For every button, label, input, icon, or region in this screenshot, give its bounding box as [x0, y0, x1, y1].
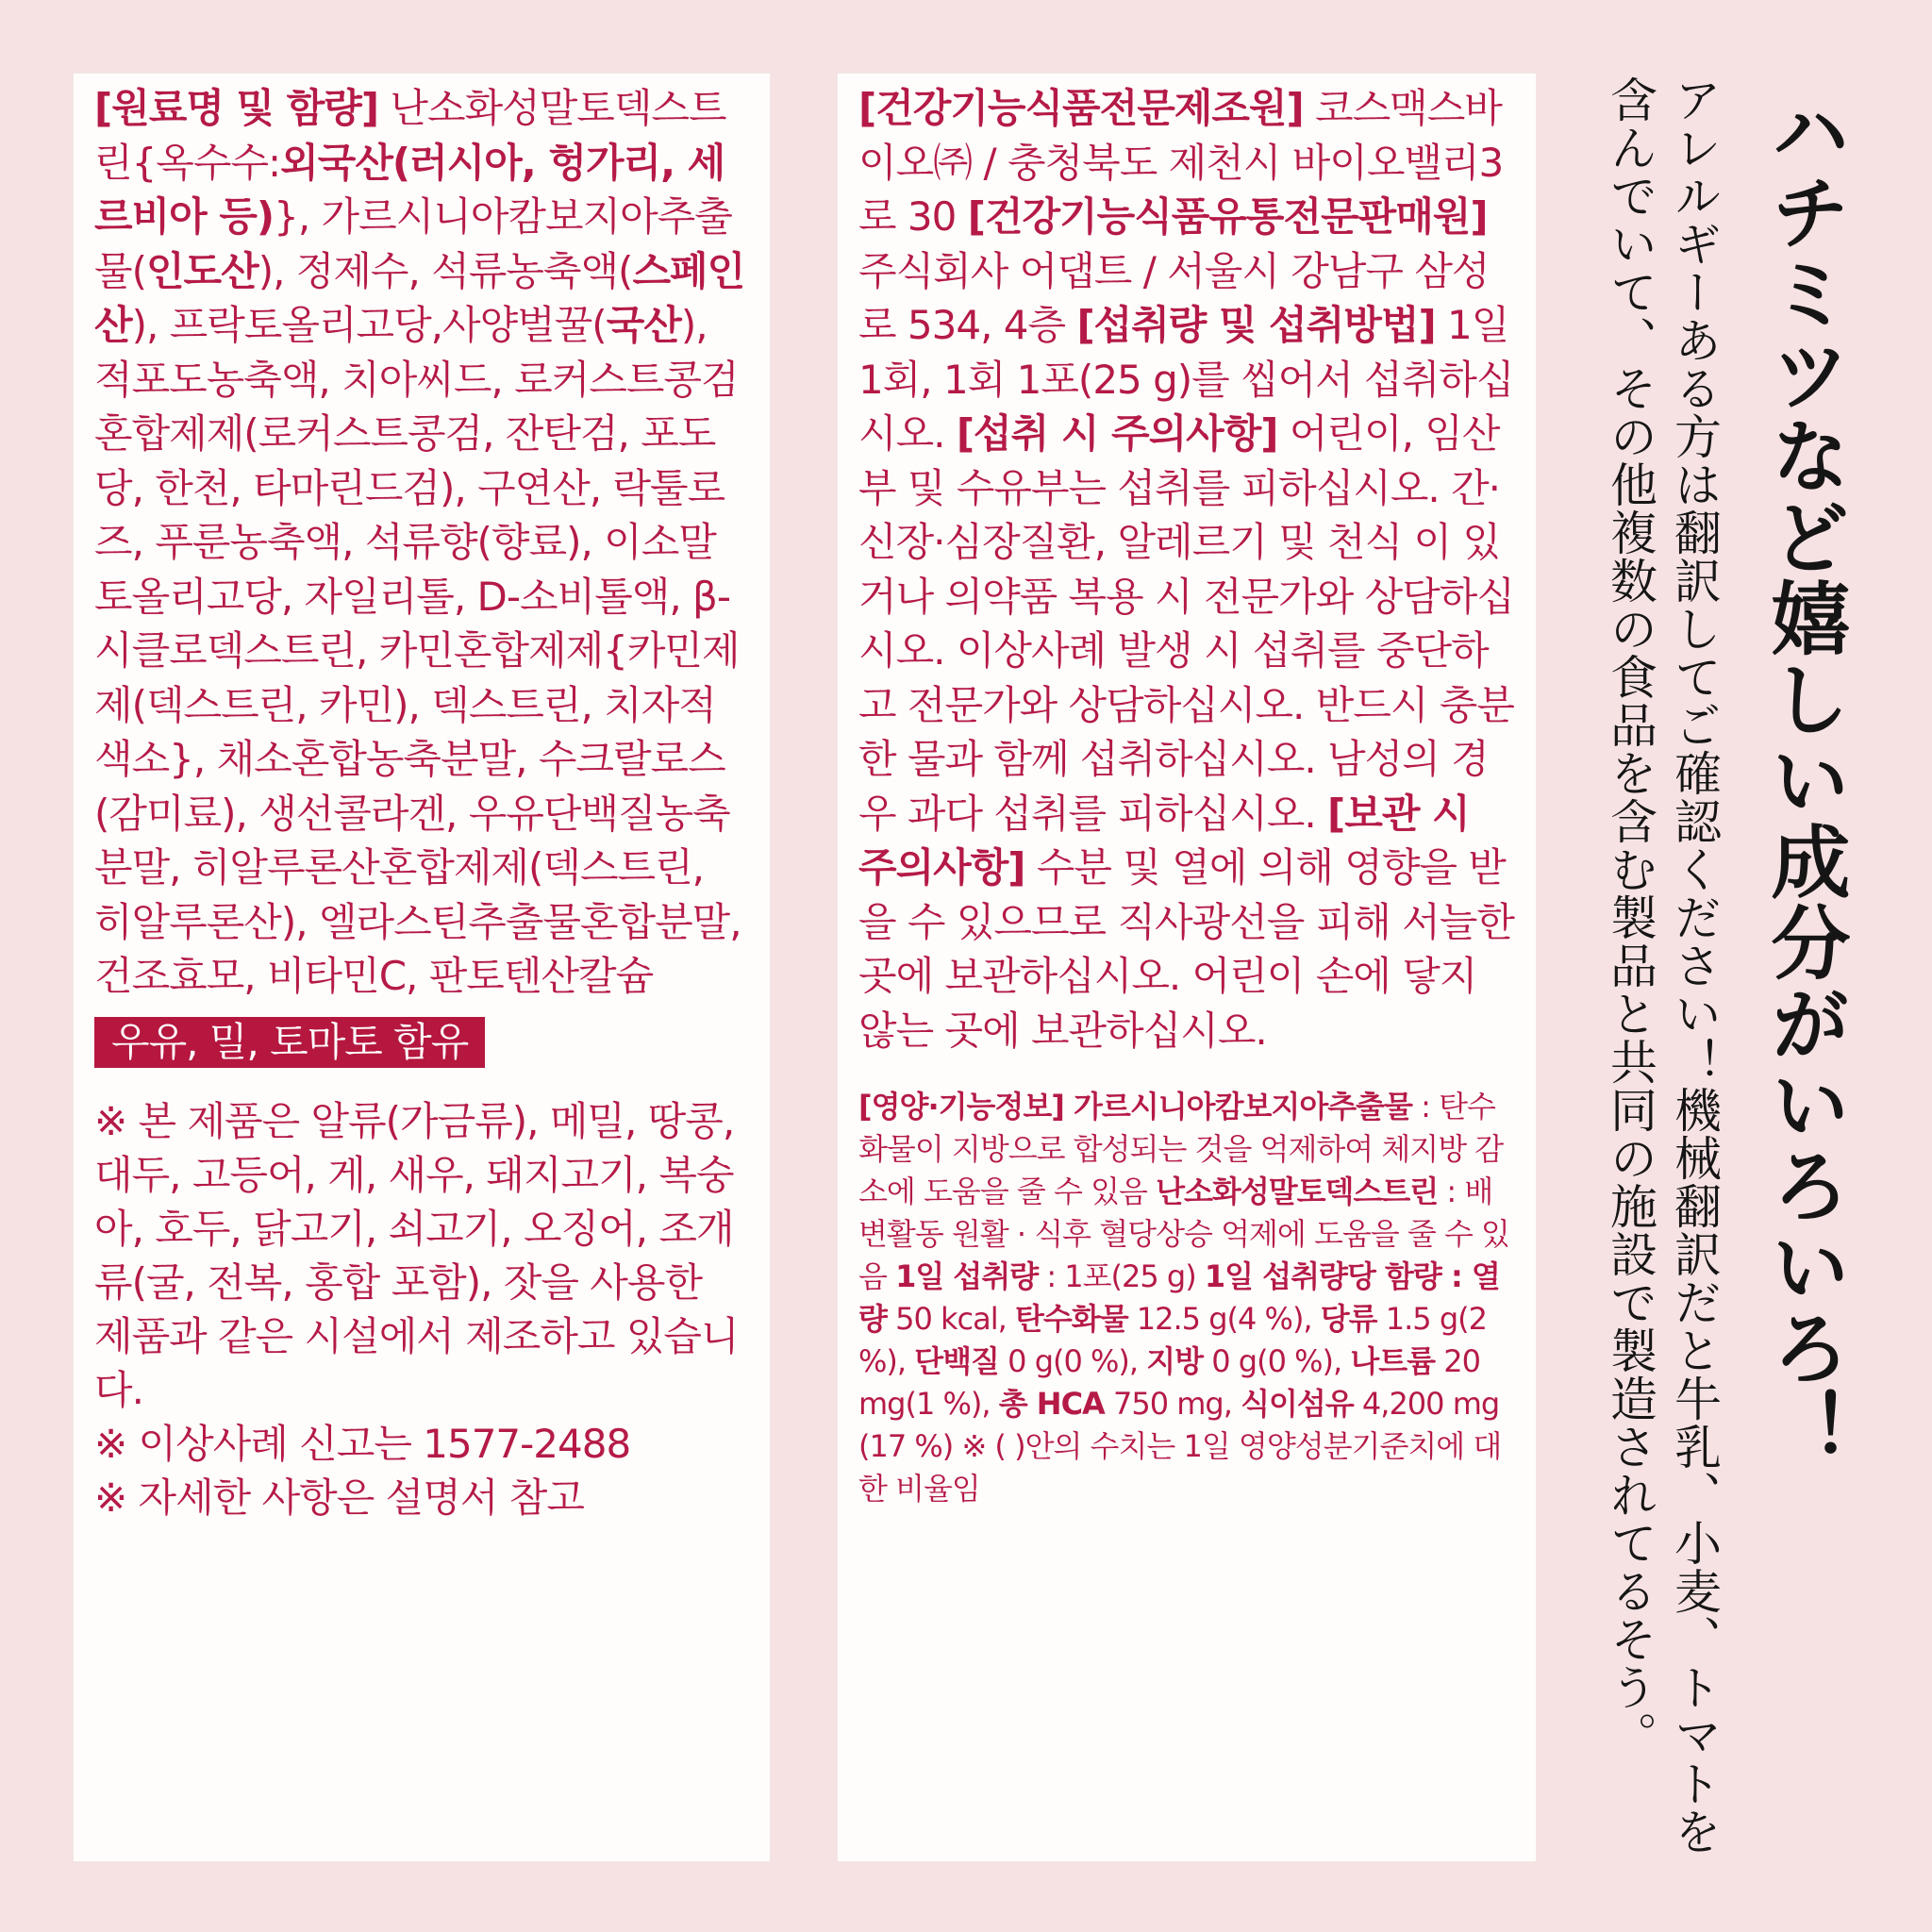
text-segment: : 배변활동 원활 · 식후 혈당상승 억제에 도움을 줄 수 있음	[858, 1174, 1509, 1294]
text-segment: 50 kcal,	[886, 1301, 1015, 1337]
text-segment: ), 정제수, 석류농축액(	[258, 247, 633, 294]
bold-segment: [보관 시 주의사항]	[858, 790, 1470, 891]
text-segment: 주식회사 어댑트 / 서울시 강남구 삼성로 534, 4층	[858, 247, 1490, 348]
bold-segment: 총 HCA	[998, 1386, 1105, 1422]
usage-precautions-text	[858, 81, 1517, 1058]
bold-segment: 당류	[1320, 1301, 1377, 1337]
bold-segment: 난소화성말토덱스트린	[1156, 1174, 1439, 1209]
text-segment: 12.5 g(4 %),	[1127, 1301, 1321, 1337]
text-segment: 0 g(0 %),	[998, 1343, 1147, 1379]
text-segment: 750 mg,	[1104, 1386, 1241, 1422]
bold-segment: [섭취량 및 섭취방법]	[1076, 302, 1436, 348]
note-report-number: ※ 이상사례 신고는 1577-2488	[94, 1420, 631, 1467]
bold-segment: [섭취 시 주의사항]	[956, 410, 1278, 457]
japanese-headline: ハチミツなど嬉しい成分がいろいろ！	[1758, 91, 1851, 1470]
nutrition-info-text	[858, 1086, 1517, 1510]
manufacturer-usage-panel	[838, 74, 1536, 1861]
text-segment: 20 mg(1 %),	[858, 1343, 1480, 1422]
bold-segment: 식이섬유	[1241, 1386, 1354, 1422]
allergy-warning-bar: 우유, 밀, 토마토 함유	[94, 1017, 485, 1068]
bold-segment: [건강기능식품전문제조원]	[858, 85, 1304, 131]
text-segment: : 1포(25 g)	[1038, 1258, 1205, 1294]
bold-segment: 외국산(러시아, 헝가리, 세르비아 등)	[94, 139, 725, 240]
bold-segment: [건강기능식품유통전문판매원]	[967, 193, 1488, 240]
bold-segment: 1일 섭취량	[895, 1258, 1039, 1294]
ingredients-text	[94, 81, 749, 1004]
bold-segment: 탄수화물	[1014, 1301, 1128, 1337]
ingredients-label-panel	[74, 74, 770, 1861]
text-segment: 수분 및 열에 의해 영향을 받을 수 있으므로 직사광선을 피해 서늘한 곳에 보관하십시오. 어린이 손에 닿지 않는 곳에 보관하십시오.	[858, 844, 1514, 1054]
bold-segment: 단백질	[914, 1343, 999, 1379]
text-segment: 어린이, 임산부 및 수유부는 섭취를 피하십시오. 간·신장·심장질환, 알레르기 및 천식 이 있거나 의약품 복용 시 전문가와 상담하십시오. 이상사례 발생 시 섭취를 중단하고 전문가와 상담하십시오. 반드시 충분한 물과 함께 섭취하십시오. 남성의 경우 과다 섭취를 피하십시오.	[858, 410, 1514, 837]
bold-segment: 국산	[606, 302, 681, 348]
japanese-caption: アレルギーある方は翻訳してご確認ください！機械翻訳だと牛乳、小麦、トマトを含んでいて、その他複数の食品を含む製品と共同の施設で製造されてるそう。	[1603, 75, 1722, 1856]
allergen-notes	[94, 1094, 749, 1524]
text-segment: 0 g(0 %),	[1203, 1343, 1351, 1379]
bold-segment: 인도산	[145, 247, 258, 294]
bold-segment: [영양·기능정보] 가르시니아캄보지아추출물	[858, 1089, 1412, 1124]
text-segment: 1.5 g(2 %),	[858, 1301, 1487, 1379]
text-segment: ), 적포도농축액, 치아씨드, 로커스트콩검혼합제제(로커스트콩검, 잔탄검, 포도당, 한천, 타마린드검), 구연산, 락툴로즈, 푸룬농축액, 석류향(향료), 이소말토올리고당, 자일리톨, D-소비톨액, β-시클로덱스트린, 카민혼합제제{카민제제(덱스트린, 카민), 덱스트린, 치자적색소}, 채소혼합농축분말, 수크랄로스(감미료), 생선콜라겐, 우유단백질농축분말, 히알루론산혼합제제(덱스트린, 히알루론산), 엘라스틴추출물혼합분말, 건조효모, 비타민C, 판토텐산칼슘	[94, 302, 741, 999]
bold-segment: [원료명 및 함량]	[94, 85, 379, 131]
text-segment: 4,200 mg(17 %) ※ ( )안의 수치는 1일 영양성분기준치에 대한 비율임	[858, 1386, 1502, 1507]
bold-segment: 1일 섭취량당 함량 : 열량	[858, 1258, 1500, 1337]
bold-segment: 지방	[1146, 1343, 1204, 1379]
note-facility: ※ 본 제품은 알류(가금류), 메밀, 땅콩, 대두, 고등어, 게, 새우, 돼지고기, 복숭아, 호두, 닭고기, 쇠고기, 오징어, 조개류(굴, 전복, 홍합 포함), 잣을 사용한 제품과 같은 시설에서 제조하고 있습니다.	[94, 1097, 739, 1413]
text-segment: 1일 1회, 1회 1포(25 g)를 씹어서 섭취하십시오.	[858, 302, 1514, 457]
text-segment: 코스맥스바이오㈜ / 충청북도 제천시 바이오밸리3로 30	[858, 85, 1504, 240]
text-segment: 난소화성말토덱스트린{옥수수:	[94, 85, 726, 186]
text-segment: : 탄수화물이 지방으로 합성되는 것을 억제하여 체지방 감소에 도움을 줄 수 있음	[858, 1089, 1504, 1209]
text-segment: }, 가르시니아캄보지아추출물(	[94, 193, 732, 294]
note-see-manual: ※ 자세한 사항은 설명서 참고	[94, 1474, 584, 1521]
bold-segment: 스페인산	[94, 247, 745, 348]
text-segment: ), 프락토올리고당,사양벌꿀(	[131, 302, 607, 348]
bold-segment: 나트륨	[1350, 1343, 1436, 1379]
